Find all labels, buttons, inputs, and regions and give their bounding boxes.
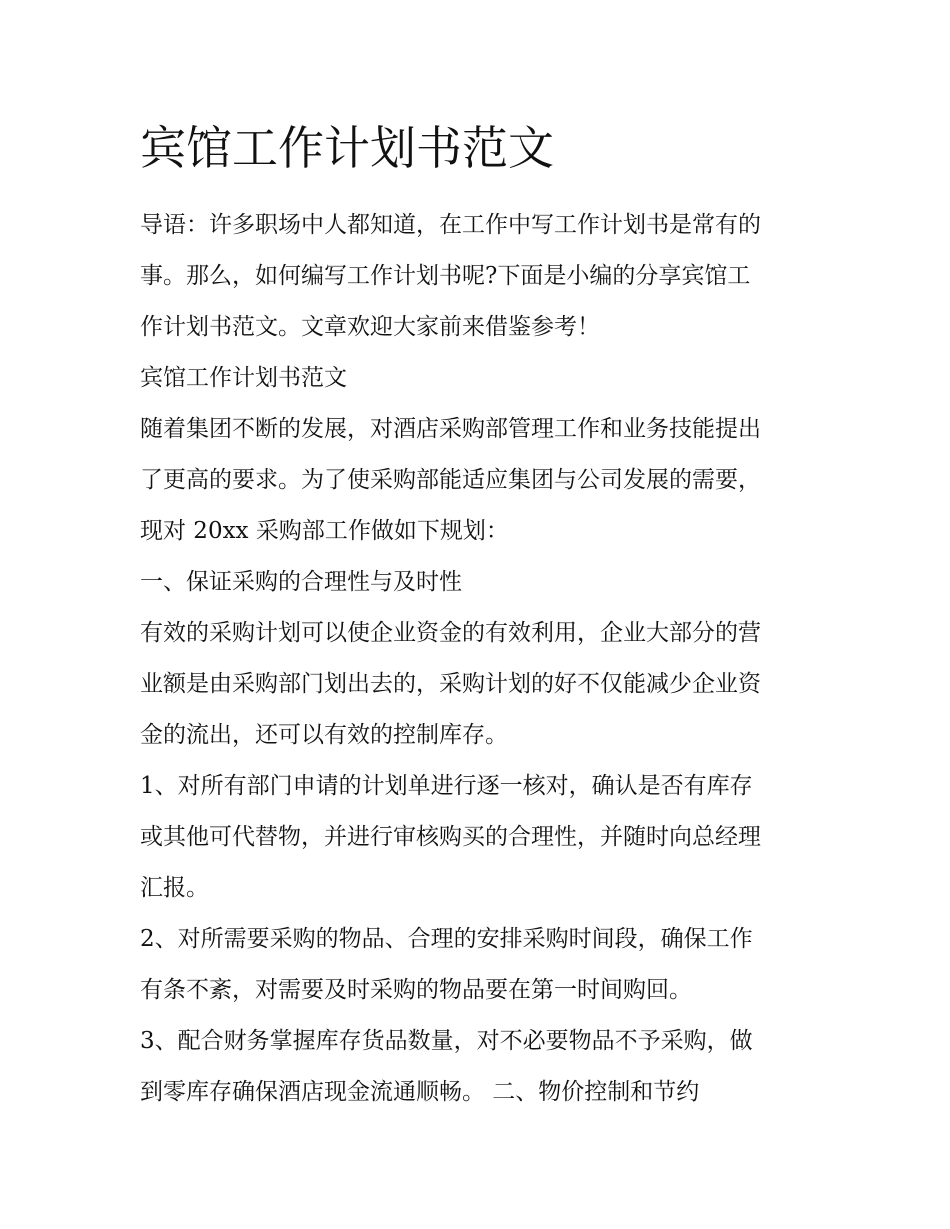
body-line: 业额是由采购部门划出去的，采购计划的好不仅能减少企业资 [140,671,761,697]
body-line: 有效的采购计划可以使企业资金的有效利用，企业大部分的营 [140,620,761,646]
body-line: 导语：许多职场中人都知道，在工作中写工作计划书是常有的 [140,212,761,238]
document-title: 宾馆工作计划书范文 [140,121,554,175]
body-line: 到零库存确保酒店现金流通顺畅。 二、物价控制和节约 [140,1079,700,1105]
section-heading: 宾馆工作计划书范文 [140,365,347,391]
body-line: 有条不紊，对需要及时采购的物品要在第一时间购回。 [140,977,692,1003]
document-body [140,200,820,1118]
body-line: 事。那么，如何编写工作计划书呢?下面是小编的分享宾馆工 [140,263,751,289]
body-line: 汇报。 [140,875,209,901]
list-item: 3、配合财务掌握库存货品数量，对不必要物品不予采购，做 [140,1028,753,1054]
section-heading: 一、保证采购的合理性与及时性 [140,569,462,595]
body-line: 作计划书范文。文章欢迎大家前来借鉴参考！ [140,314,600,340]
body-line: 随着集团不断的发展，对酒店采购部管理工作和业务技能提出 [140,416,761,442]
body-line: 或其他可代替物，并进行审核购买的合理性，并随时向总经理 [140,824,761,850]
list-item: 2、对所需要采购的物品、合理的安排采购时间段，确保工作 [140,926,753,952]
list-item: 1、对所有部门申请的计划单进行逐一核对，确认是否有库存 [140,773,753,799]
body-line: 金的流出，还可以有效的控制库存。 [140,722,508,748]
body-line: 现对 20xx 采购部工作做如下规划： [140,518,509,544]
body-line: 了更高的要求。为了使采购部能适应集团与公司发展的需要， [140,467,761,493]
